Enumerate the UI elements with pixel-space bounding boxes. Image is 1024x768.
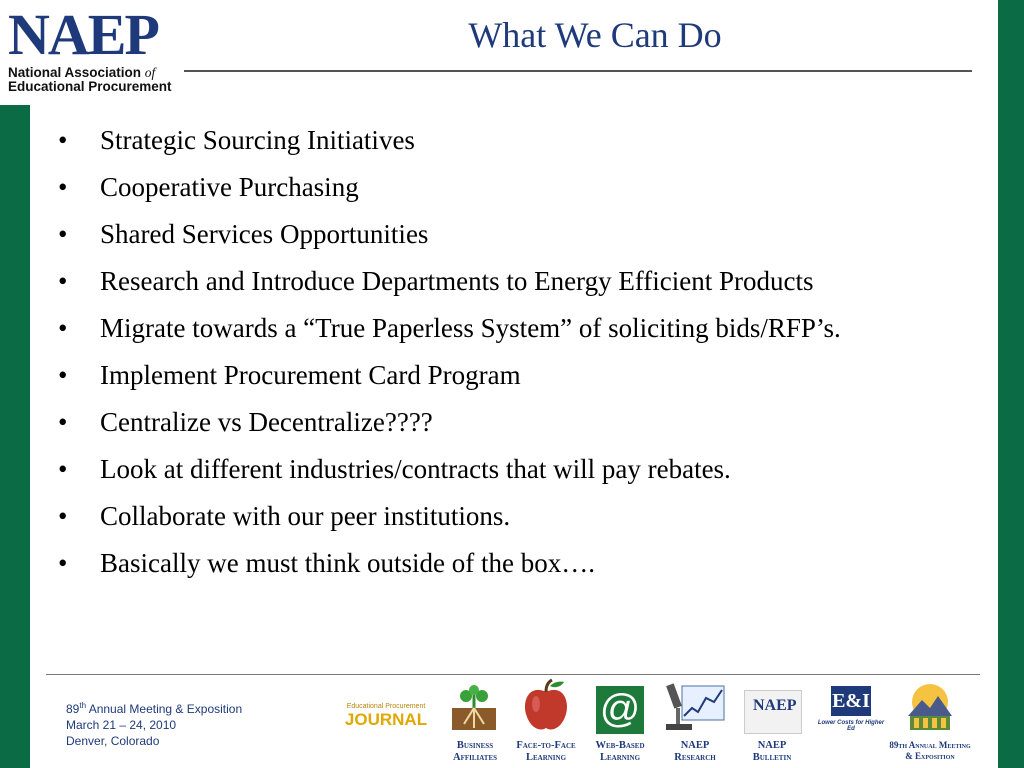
bullet-icon: •	[58, 501, 68, 531]
bullet-text: Basically we must think outside of the box….	[100, 548, 595, 578]
business-affiliates-caption: Business Affiliates	[452, 740, 498, 763]
journal-label: Educational Procurement	[346, 703, 426, 710]
event-ordinal: th	[79, 701, 87, 710]
naep-logo	[8, 2, 184, 96]
bullet-icon: •	[58, 360, 68, 390]
logo-line1: National Association	[8, 65, 142, 80]
event-location: Denver, Colorado	[66, 734, 160, 748]
at-sign-icon: @	[596, 686, 644, 734]
title-divider	[184, 70, 972, 72]
microscope-chart-icon	[664, 680, 726, 736]
left-accent-bar	[0, 105, 30, 768]
bullet-item	[58, 355, 938, 395]
event-dates: March 21 – 24, 2010	[66, 718, 177, 732]
logo-of: of	[144, 65, 156, 80]
bullet-list	[58, 120, 938, 590]
bullet-icon: •	[58, 266, 68, 296]
bullet-item	[58, 167, 938, 207]
footer-divider	[46, 674, 980, 675]
bullet-text: Migrate towards a “True Paperless System” of soliciting bids/RFP’s.	[100, 313, 841, 343]
logo-wordmark: NAEP	[8, 2, 158, 67]
bullet-icon: •	[58, 407, 68, 437]
right-accent-bar	[998, 0, 1024, 768]
naep-bulletin-caption: NAEP Bulletin	[752, 740, 792, 763]
annual-meeting-logo	[904, 682, 956, 734]
bullet-item	[58, 496, 938, 536]
bullet-text: Centralize vs Decentralize????	[100, 407, 433, 437]
bullet-icon: •	[58, 172, 68, 202]
event-name: Annual Meeting & Exposition	[88, 702, 243, 716]
bullet-icon: •	[58, 454, 68, 484]
bullet-text: Collaborate with our peer institutions.	[100, 501, 511, 531]
event-title	[66, 698, 242, 717]
bullet-icon: •	[58, 125, 68, 155]
slide-title: What We Can Do	[468, 15, 722, 55]
bullet-item	[58, 543, 938, 583]
event-number: 89	[66, 702, 80, 716]
event-info	[66, 698, 242, 749]
logo-line2: Educational Procurement	[8, 79, 172, 94]
bullet-icon: •	[58, 548, 68, 578]
naep-research-caption: NAEP Research	[674, 740, 716, 763]
bullet-text: Shared Services Opportunities	[100, 219, 429, 249]
bullet-text: Cooperative Purchasing	[100, 172, 359, 202]
bullet-item	[58, 308, 938, 348]
bullet-icon: •	[58, 313, 68, 343]
journal-logo	[338, 703, 434, 729]
bullet-text: Look at different industries/contracts that will pay rebates.	[100, 454, 731, 484]
annual-meeting-caption: 89th Annual Meeting & Exposition	[889, 740, 971, 761]
face-to-face-caption: Face-to-Face Learning	[516, 740, 576, 763]
bullet-item	[58, 261, 938, 301]
logo-subtitle	[8, 66, 184, 94]
business-affiliates-icon	[450, 684, 498, 732]
bullet-text: Research and Introduce Departments to Energy Efficient Products	[100, 266, 814, 296]
bullet-text: Implement Procurement Card Program	[100, 360, 521, 390]
web-based-caption: Web-Based Learning	[595, 740, 645, 763]
apple-icon	[520, 678, 572, 734]
ei-logo: E&I Lower Costs for Higher Ed	[814, 686, 888, 732]
naep-bulletin-logo: NAEP	[744, 690, 802, 734]
bullet-item	[58, 120, 938, 160]
bullet-item	[58, 214, 938, 254]
bullet-icon: •	[58, 219, 68, 249]
bullet-item	[58, 449, 938, 489]
bullet-item	[58, 402, 938, 442]
journal-word: JOURNAL	[344, 710, 428, 729]
bullet-text: Strategic Sourcing Initiatives	[100, 125, 415, 155]
